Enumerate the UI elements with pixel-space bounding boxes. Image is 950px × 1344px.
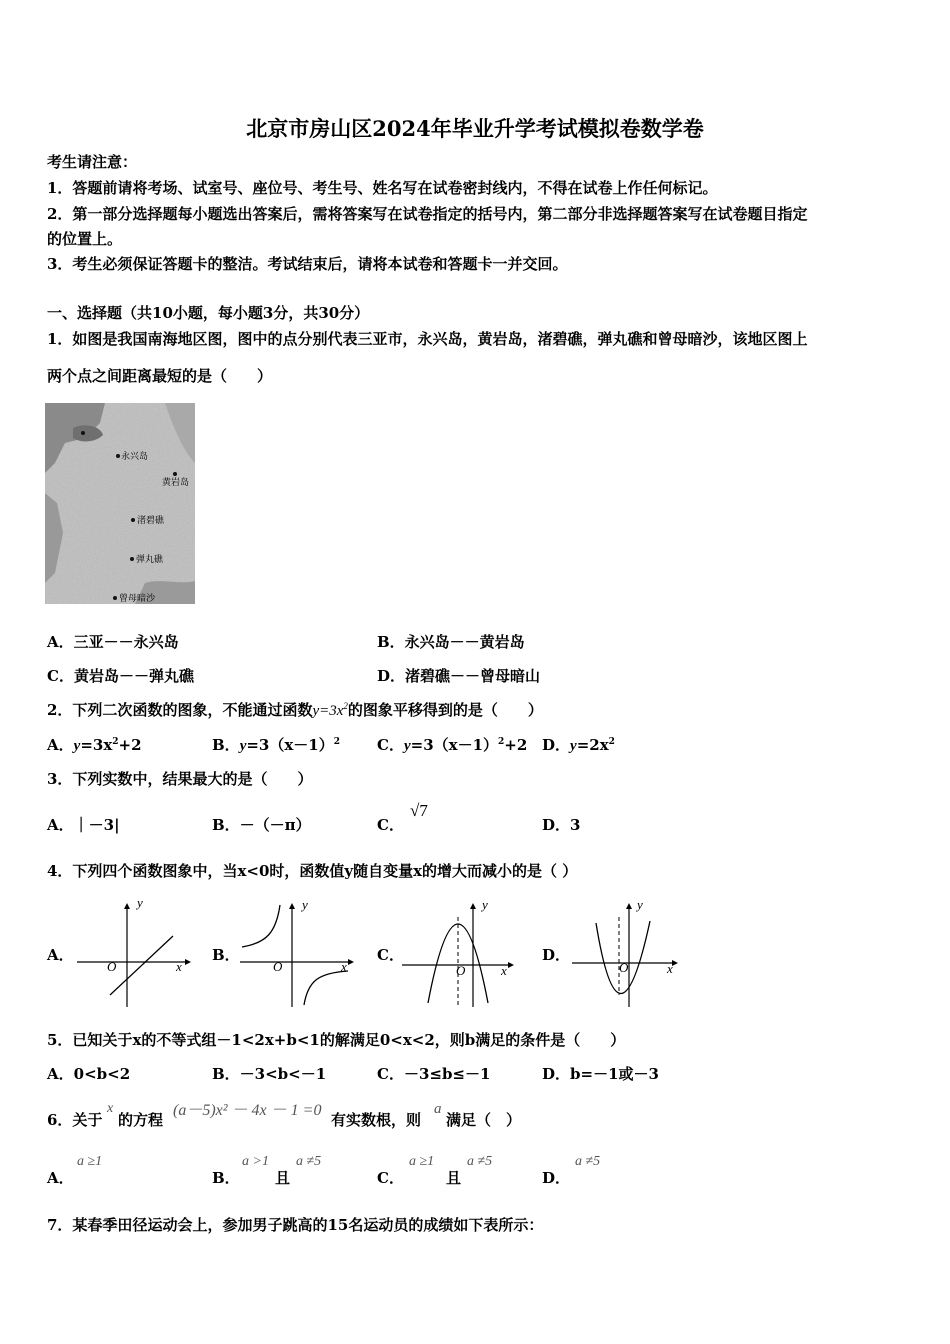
q1-option-d: D．渚碧礁－－曾母暗山 xyxy=(377,667,541,685)
q4a-axis-x: x xyxy=(176,959,182,974)
q4-option-a-label: A． xyxy=(47,946,74,964)
q6-option-b-cond1: a >1 xyxy=(242,1154,269,1169)
q5-stem: 5．已知关于x的不等式组－1<2x+b<1的解满足0<x<2，则b满足的条件是（ ） xyxy=(47,1031,626,1049)
q2-option-b: B．$y=3(x-1)^2$ xyxy=(212,736,341,754)
q1-stem-line1: 1．如图是我国南海地区图，图中的点分别代表三亚市，永兴岛，黄岩岛，渚碧礁，弹丸礁和曾母暗沙，该地区图上 xyxy=(47,330,808,348)
q5-option-d: D．b=－1或－3 xyxy=(542,1065,659,1083)
q4-option-d-label: D． xyxy=(542,946,571,964)
map-label-zengmu: 曾母暗沙 xyxy=(119,594,156,604)
q3-option-d: D．3 xyxy=(542,816,581,834)
q6-var-a: a xyxy=(434,1101,442,1117)
q6-var-x: x xyxy=(107,1101,114,1116)
q4d-axis-y: y xyxy=(637,897,643,912)
q3-option-a: A．｜－3| xyxy=(47,816,120,834)
q4c-axis-x: x xyxy=(501,963,507,978)
q4a-axis-y: y xyxy=(137,895,143,910)
map-label-zhubi: 渚碧礁 xyxy=(137,516,165,526)
q4b-origin: O xyxy=(273,959,283,974)
q6-option-c-and: 且 xyxy=(446,1169,462,1187)
q3-option-c-label: C． xyxy=(377,816,404,834)
q6-option-a-label: A． xyxy=(47,1169,74,1187)
q1-option-b: B．永兴岛－－黄岩岛 xyxy=(377,633,525,651)
q6-option-b-cond2: a ≠5 xyxy=(296,1154,322,1169)
q5-option-b: B．－3<b<－1 xyxy=(212,1065,327,1083)
q4-option-c-label: C． xyxy=(377,946,404,964)
q6-option-d-cond: a ≠5 xyxy=(575,1154,601,1169)
q6-equation: (a－5)x² － 4x － 1 =0 xyxy=(173,1102,322,1119)
q6-stem-mid2: 有实数根，则 xyxy=(331,1111,422,1129)
q1-option-c: C．黄岩岛－－弹丸礁 xyxy=(47,667,194,685)
q6-option-c-cond2: a ≠5 xyxy=(467,1154,493,1169)
q4d-origin: O xyxy=(619,960,629,975)
q6-option-c-cond1: a ≥1 xyxy=(409,1154,435,1169)
q1-stem-line2: 两个点之间距离最短的是（ ） xyxy=(47,367,273,385)
q6-option-c-label: C． xyxy=(377,1169,404,1187)
notice-item-3: 3．考生必须保证答题卡的整洁。考试结束后，请将本试卷和答题卡一并交回。 xyxy=(47,255,568,273)
q4b-axis-x: x xyxy=(341,959,347,974)
notice-heading: 考生请注意： xyxy=(47,153,138,171)
q2-stem: 2．下列二次函数的图象，不能通过函数$y=3x^2$的图象平移得到的是（ ） xyxy=(47,701,543,719)
q6-stem-pre: 6．关于 xyxy=(47,1111,103,1129)
q6-stem-mid: 的方程 xyxy=(118,1111,164,1129)
q5-option-c: C．－3≤b≤－1 xyxy=(377,1065,491,1083)
q6-option-b-and: 且 xyxy=(275,1169,291,1187)
q4-stem: 4．下列四个函数图象中，当x<0时，函数值y随自变量x的增大而减小的是（ ） xyxy=(47,862,578,880)
notice-item-2: 2．第一部分选择题每小题选出答案后，需将答案写在试卷指定的括号内，第二部分非选择题答案写在试卷题目指定 xyxy=(47,205,808,223)
q4-graph-c xyxy=(400,895,520,1010)
q4-option-b-label: B． xyxy=(212,946,240,964)
q4c-origin: O xyxy=(456,963,466,978)
q3-option-c-value: √7 xyxy=(410,801,428,820)
q6-option-d-label: D． xyxy=(542,1169,571,1187)
q4b-axis-y: y xyxy=(302,897,308,912)
q2-option-a: A．$y=3x^2+2$ xyxy=(47,736,142,754)
section-heading: 一、选择题（共10小题，每小题3分，共30分） xyxy=(47,304,370,322)
q4-graph-d xyxy=(570,895,685,1010)
q7-stem: 7．某春季田径运动会上，参加男子跳高的15名运动员的成绩如下表所示： xyxy=(47,1216,544,1234)
south-china-sea-map xyxy=(45,403,195,604)
q2-option-c: C．$y=3(x-1)^2+2$ xyxy=(377,736,528,754)
q3-stem: 3．下列实数中，结果最大的是（ ） xyxy=(47,770,313,788)
map-label-huangyan: 黄岩岛 xyxy=(162,478,190,488)
q4c-axis-y: y xyxy=(482,897,488,912)
q1-option-a: A．三亚－－永兴岛 xyxy=(47,633,179,651)
map-label-yongxing: 永兴岛 xyxy=(121,452,149,462)
q4a-origin: O xyxy=(107,959,117,974)
notice-item-1: 1．答题前请将考场、试室号、座位号、考生号、姓名写在试卷密封线内，不得在试卷上作任何标记。 xyxy=(47,179,718,197)
q2-option-d: D．$y=2x^2$ xyxy=(542,736,615,754)
notice-item-2-cont: 的位置上。 xyxy=(47,230,123,248)
q6-stem-post: 满足（ ） xyxy=(446,1111,522,1129)
q4-graph-b xyxy=(238,895,360,1010)
q4-graph-a xyxy=(75,895,195,1010)
q6-option-a-cond: a ≥1 xyxy=(77,1154,103,1169)
q6-option-b-label: B． xyxy=(212,1169,240,1187)
q3-option-b: B．－（－π） xyxy=(212,816,311,834)
page-title: 北京市房山区2024年毕业升学考试模拟卷数学卷 xyxy=(246,116,704,141)
q5-option-a: A．0<b<2 xyxy=(47,1065,131,1083)
q4d-axis-x: x xyxy=(667,961,673,976)
map-label-danwan: 弹丸礁 xyxy=(136,555,164,565)
